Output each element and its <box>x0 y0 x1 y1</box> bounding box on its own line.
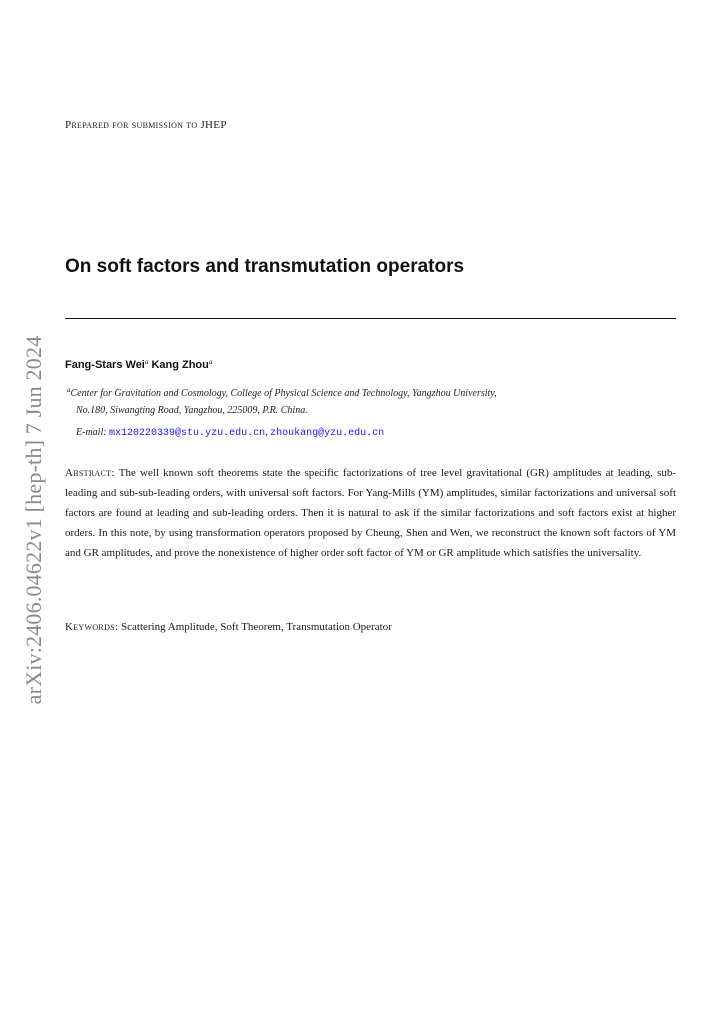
author-list <box>65 358 212 371</box>
keywords-label: Keywords: <box>65 621 119 633</box>
author-name: Kang Zhou <box>151 359 209 371</box>
author-affil-marker: a <box>144 358 149 366</box>
affiliation <box>67 382 667 419</box>
keywords <box>65 621 392 633</box>
email-label: E-mail: <box>76 427 107 438</box>
abstract-text: The well known soft theorems state the specific factorizations of tree level gravitational (GR) amplitudes at leading, sub-leading and sub-sub-leading orders, with universal soft factors. For Yang-Mills (YM) amplitudes, similar factorizations and universal soft factors are found at leading and sub-leading orders. Then it is natural to ask if the similar factorizations and soft factors exist at higher orders. In this note, by using transformation operators proposed by Cheung, Shen and Wen, we reconstruct the known soft factors of YM and GR amplitudes, and prove the nonexistence of higher order soft factor of YM or GR amplitude which satisfies the universality. <box>65 467 676 559</box>
title-divider <box>65 318 676 319</box>
submission-note: Prepared for submission to JHEP <box>65 119 227 131</box>
abstract <box>65 463 676 563</box>
paper-title: On soft factors and transmutation operators <box>65 256 465 277</box>
author-affil-marker: a <box>208 358 213 366</box>
arxiv-stamp-text: arXiv:2406.04622v1 [hep-th] 7 Jun 2024 <box>21 335 46 705</box>
affiliation-line-2: No.180, Siwangting Road, Yangzhou, 225009, P.R. China. <box>76 405 308 416</box>
email-line <box>76 427 384 439</box>
abstract-label: Abstract: <box>65 467 115 479</box>
keywords-text: Scattering Amplitude, Soft Theorem, Transmutation Operator <box>121 621 392 633</box>
author-name: Fang-Stars Wei <box>65 359 145 371</box>
affiliation-line-1: Center for Gravitation and Cosmology, College of Physical Science and Technology, Yangzhou University, <box>70 388 497 399</box>
email-link[interactable]: zhoukang@yzu.edu.cn <box>270 428 385 439</box>
email-link[interactable]: mx120220339@stu.yzu.edu.cn <box>109 428 266 439</box>
email-separator: , <box>265 427 268 438</box>
affiliation-marker: a <box>67 386 71 394</box>
